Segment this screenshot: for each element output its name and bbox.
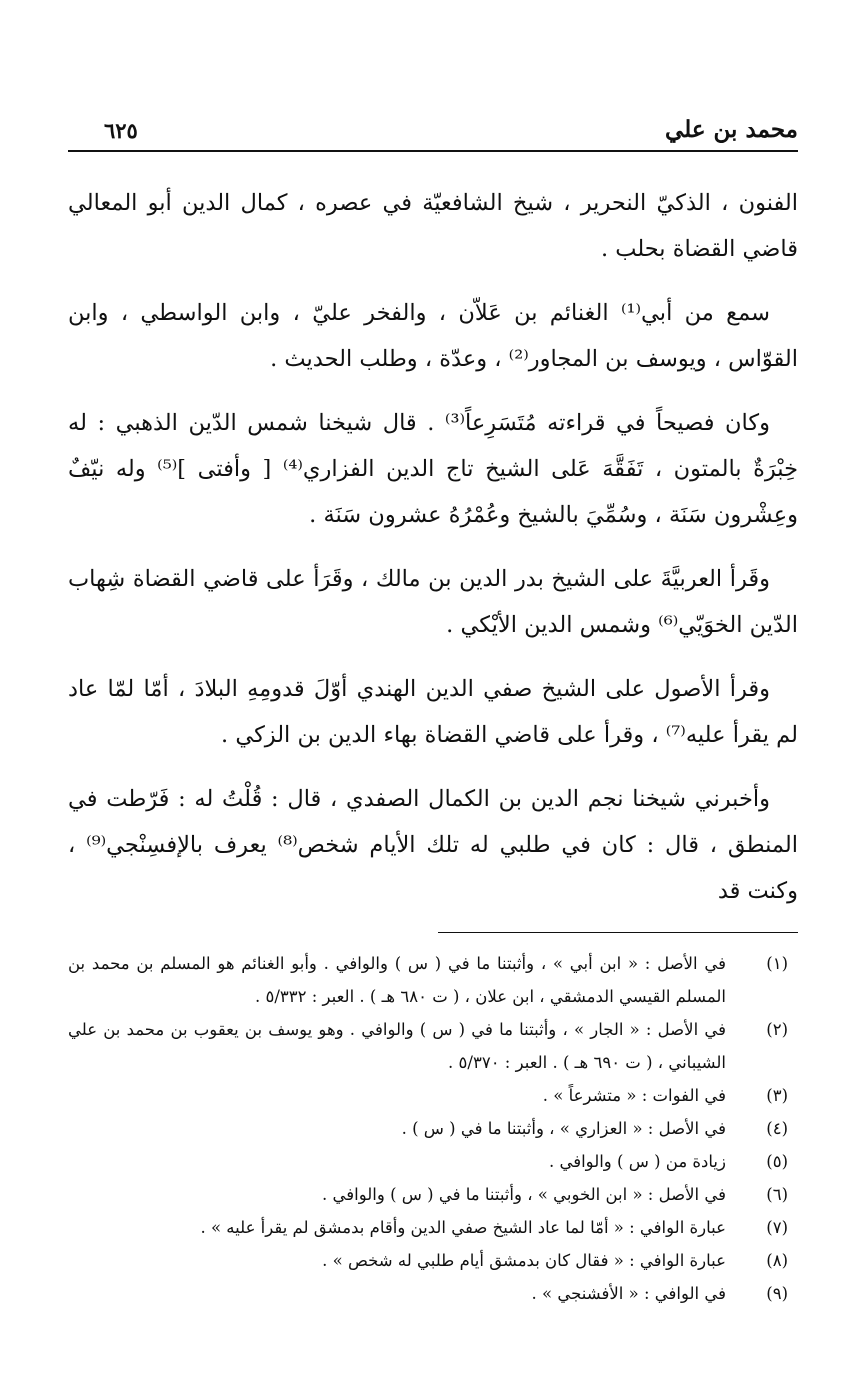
paragraph-1: الفنون ، الذكيّ النحرير ، شيخ الشافعيّة في عصره ، كمال الدين أبو المعالي قاضي القضاة بحلب . [68, 190, 798, 262]
footnote-number: (٩) [766, 1284, 788, 1303]
footnote [68, 1178, 798, 1211]
footnote-text: عبارة الوافي : « فقال كان بدمشق أيام طلبي له شخص » . [322, 1251, 726, 1270]
running-title: محمد بن علي [665, 116, 798, 143]
footnote [68, 1244, 798, 1277]
footnote-number: (٤) [766, 1119, 788, 1138]
footnote-text: في الأصل : « ابن أبي » ، وأثبتنا ما في ( س ) والوافي . وأبو الغنائم هو المسلم بن محمد بن المسلم القيسي الدمشقي ، ابن علان ، ( ت ٦٨٠ هـ ) . العبر : ٥/٣٣٢ . [68, 954, 726, 1006]
footnote-number: (٥) [766, 1152, 788, 1171]
footnotes [68, 947, 798, 1310]
footnote [68, 1145, 798, 1178]
footnote-text: في الأصل : « العزاري » ، وأثبتنا ما في ( س ) . [401, 1119, 726, 1138]
paragraph-2: سمع من أبي⁽¹⁾ الغنائم بن عَلاّن ، والفخر عليّ ، وابن الواسطي ، وابن القوّاس ، ويوسف بن المجاور⁽²⁾ ، وعدّة ، وطلب الحديث . [68, 300, 798, 372]
footnote [68, 1112, 798, 1145]
paragraph-4: وقَرأ العربيَّةَ على الشيخ بدر الدين بن مالك ، وقَرَأ على قاضي القضاة شِهاب الدّين الخوَيّي⁽⁶⁾ وشمس الدين الأيْكي . [68, 566, 798, 638]
footnote-divider [438, 932, 798, 933]
footnote-text: في الفوات : « متشرعاً » . [542, 1086, 726, 1105]
footnote-number: (٨) [766, 1251, 788, 1270]
footnote [68, 1277, 798, 1310]
footnote-number: (١) [766, 954, 788, 973]
footnote [68, 1211, 798, 1244]
page-number: ٦٢٥ [104, 118, 138, 143]
footnote-number: (٧) [766, 1218, 788, 1237]
footnote-number: (٦) [766, 1185, 788, 1204]
paragraph-6: وأخبرني شيخنا نجم الدين بن الكمال الصفدي ، قال : قُلْتُ له : فَرّطت في المنطق ، قال : كان في طلبي له تلك الأيام شخص⁽⁸⁾ يعرف بالإفسِنْجي⁽⁹⁾ ، وكنت قد [68, 786, 799, 904]
footnote [68, 947, 798, 1013]
footnote-number: (٣) [766, 1086, 788, 1105]
paragraph-5: وقرأ الأصول على الشيخ صفي الدين الهندي أوّلَ قدومِهِ البلادَ ، أمّا لمّا عاد لم يقرأ عليه⁽⁷⁾ ، وقرأ على قاضي القضاة بهاء الدين بن الزكي . [68, 676, 798, 748]
footnote-text: زيادة من ( س ) والوافي . [548, 1152, 726, 1171]
footnote-number: (٢) [766, 1020, 788, 1039]
footnote-text: في الأصل : « ابن الخوبي » ، وأثبتنا ما في ( س ) والوافي . [322, 1185, 726, 1204]
footnote [68, 1013, 798, 1079]
footnote-text: في الوافي : « الأفشنجي » . [531, 1284, 726, 1303]
main-text [68, 180, 798, 914]
footnote-text: عبارة الوافي : « أمّا لما عاد الشيخ صفي الدين وأقام بدمشق لم يقرأ عليه » . [200, 1218, 726, 1237]
paragraph-3: وكان فصيحاً في قراءته مُتَسَرِعاً⁽³⁾ . قال شيخنا شمس الدّين الذهبي : له خِبْرَةٌ بالمتون ، تَفَقَّهَ عَلى الشيخ تاج الدين الفزاري⁽⁴⁾ [ وأفتى ]⁽⁵⁾ وله نيّفٌ وعِشْرون سَنَة ، وسُمِّيَ بالشيخ وعُمْرُهُ عشرون سَنَة . [68, 410, 798, 528]
footnote-text: في الأصل : « الجار » ، وأثبتنا ما في ( س ) والوافي . وهو يوسف بن يعقوب بن محمد بن علي الشيباني ، ( ت ٦٩٠ هـ ) . العبر : ٥/٣٧٠ . [68, 1020, 726, 1072]
running-header [68, 110, 798, 152]
book-page [68, 110, 798, 1360]
footnote [68, 1079, 798, 1112]
